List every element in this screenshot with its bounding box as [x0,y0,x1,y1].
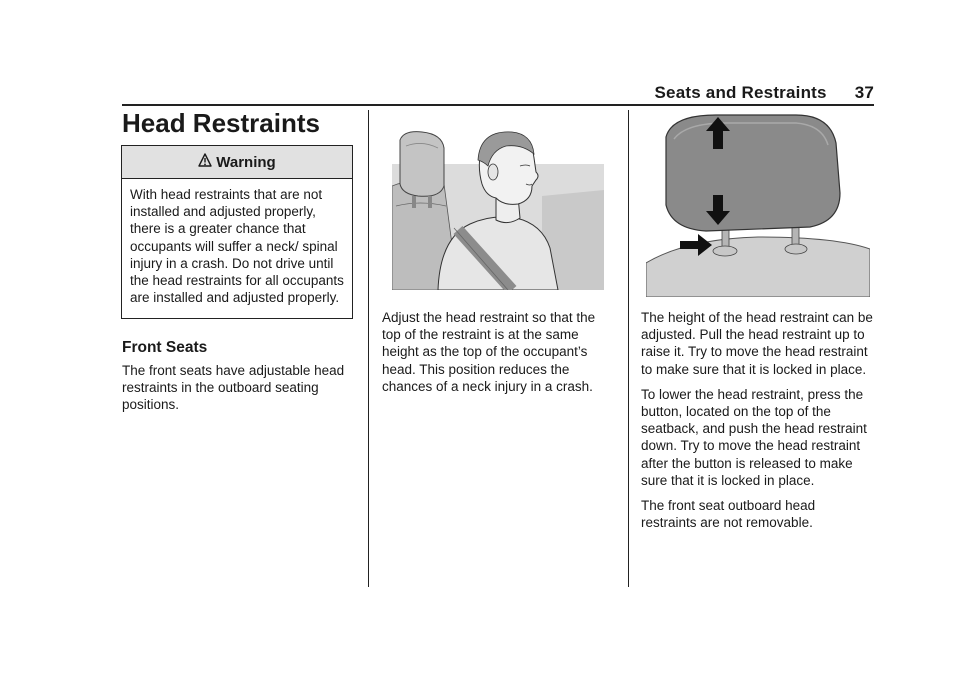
warning-heading: Warning [216,153,276,171]
page-title: Head Restraints [122,108,320,138]
column3-paragraph: To lower the head restraint, press the button, located on the top of the seatback, and push the head restraint down. Try to move the head restraint after the button is released to make sure that it is locked in place. [641,386,867,488]
column-divider-1 [368,110,369,587]
front-seats-text: The front seats have adjustable head restraints in the outboard seating positions. [122,363,345,413]
section-title: Seats and Restraints [654,83,827,102]
column-divider-2 [628,110,629,587]
head-restraint-adjustment-illustration [646,113,870,297]
front-seats-heading: Front Seats [122,339,208,356]
header-rule [122,104,874,106]
running-header [655,83,875,103]
warning-text: With head restraints that are not installed and adjusted properly, there is a greater chance that occupants will suffer a neck/ spinal injury in a crash. Do not drive until the head restraints for all occupants are installed and adjusted properly. [130,187,344,306]
warning-triangle-icon [198,153,212,171]
column2-text: Adjust the head restraint so that the top of the restraint is at the same height as the top of the occupant’s head. This position reduces the chances of a neck injury in a crash. [382,310,596,394]
occupant-head-restraint-illustration [392,126,604,290]
column3-paragraph: The front seat outboard head restraints are not removable. [641,498,816,531]
column3-paragraph: The height of the head restraint can be adjusted. Pull the head restraint up to raise it. Try to move the head restraint to make sure that it is locked in place. [641,310,873,377]
page-number: 37 [854,83,874,102]
warning-header [122,146,352,179]
column3-text [641,309,873,531]
warning-box [121,145,353,319]
